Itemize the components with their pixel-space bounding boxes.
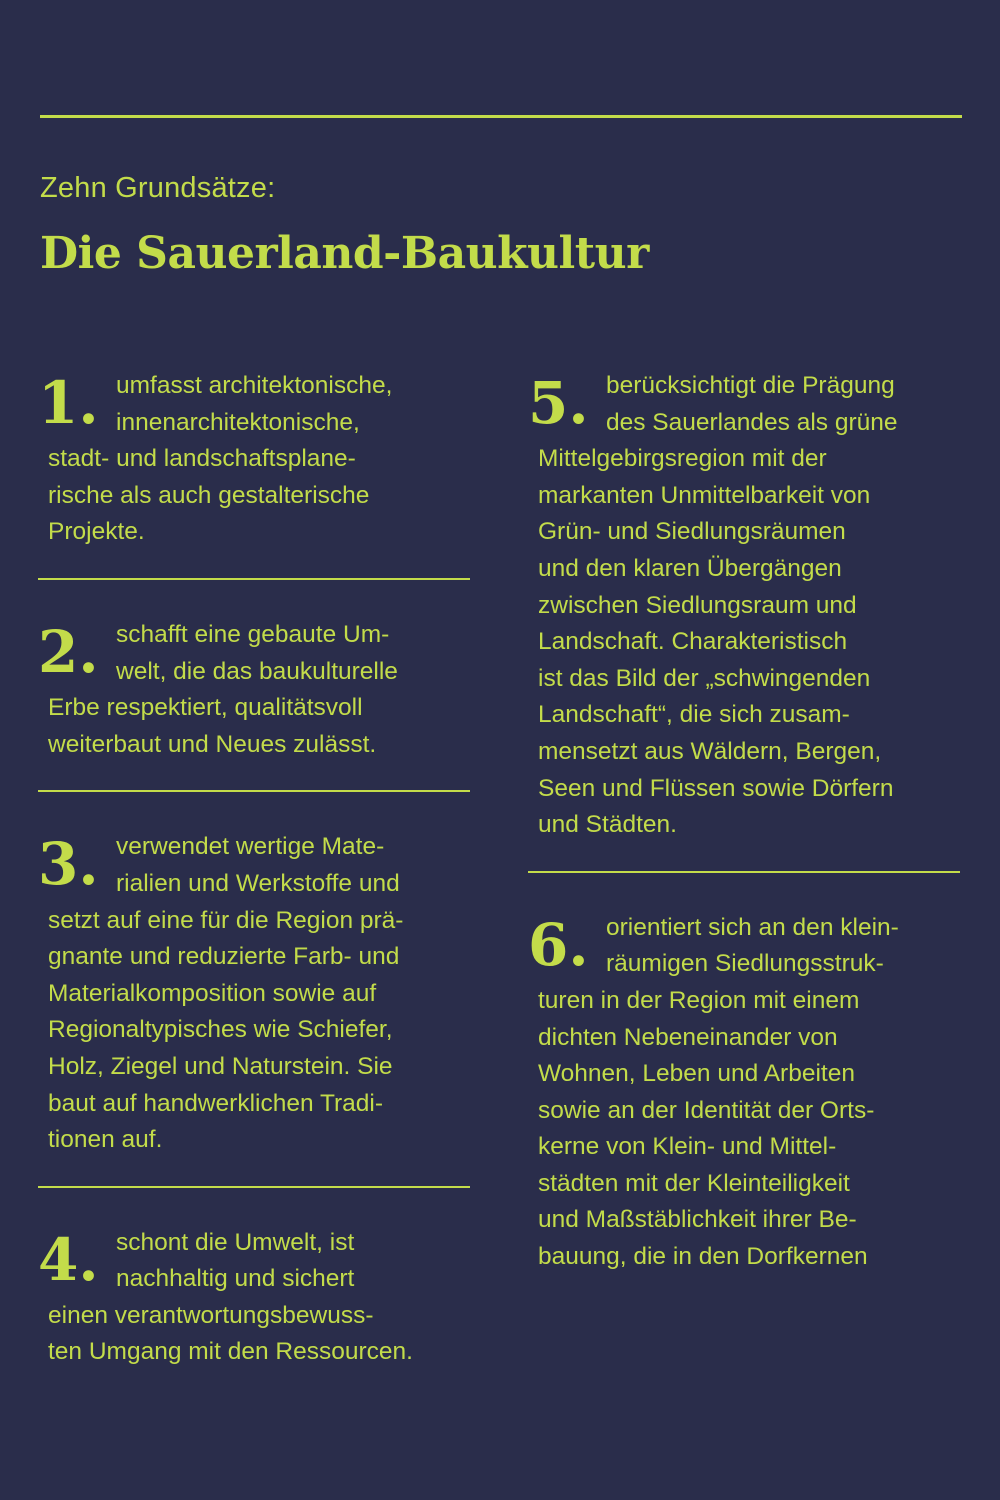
principle-number: 4. xyxy=(38,1225,99,1294)
principle-line: berücksichtigt die Prägung xyxy=(606,372,895,399)
principle-line: welt, die das baukulturelle xyxy=(116,657,398,685)
principle-1 xyxy=(38,368,470,551)
principle-line: umfasst architektonische, xyxy=(116,372,393,399)
principle-text xyxy=(38,829,470,1158)
principle-line: verwendet wertige Mate- xyxy=(116,833,385,861)
principle-2 xyxy=(38,617,470,763)
principle-3 xyxy=(38,829,470,1158)
principle-line: nachhaltig und sichert xyxy=(116,1265,355,1293)
principle-6 xyxy=(528,910,960,1276)
principle-line: schafft eine gebaute Um- xyxy=(116,620,390,648)
principle-line: innenarchitektonische, xyxy=(116,408,360,436)
principle-body: turen in der Region mit einem dichten Nebeneinander von Wohnen, Leben und Arbeiten sowie an der Identität der Orts- kerne von Klein- und Mittel- städten mit der Kleinteiligkeit und Maßstäblichkeit ihrer Be- bauung, die in den Dorfkernen xyxy=(538,986,875,1271)
page-subtitle: Zehn Grundsätze: xyxy=(40,172,276,204)
principle-text xyxy=(38,368,470,551)
right-column xyxy=(528,368,960,1276)
section-divider xyxy=(38,1186,470,1188)
principle-line: rialien und Werkstoffe und xyxy=(116,869,400,897)
section-divider xyxy=(38,578,470,580)
principle-number: 3. xyxy=(38,830,99,899)
principle-body: setzt auf eine für die Region prä- gnante und reduzierte Farb- und Materialkomposition sowie auf Regionaltypisches wie Schiefer, Holz, Ziegel und Naturstein. Sie baut auf handwerklichen Tradi- tionen auf. xyxy=(48,906,404,1154)
principle-number: 1. xyxy=(38,369,99,437)
principle-4 xyxy=(38,1225,470,1371)
principle-text xyxy=(528,910,960,1276)
principle-text xyxy=(38,1225,470,1371)
principle-5 xyxy=(528,368,960,844)
principle-line: des Sauerlandes als grüne xyxy=(606,408,898,436)
section-divider xyxy=(38,790,470,792)
left-column xyxy=(38,368,470,1371)
principle-line: räumigen Siedlungsstruk- xyxy=(606,950,884,978)
principle-text xyxy=(528,368,960,844)
principle-body: Erbe respektiert, qualitätsvoll weiterbaut und Neues zulässt. xyxy=(48,694,377,758)
page-title: Die Sauerland-Baukultur xyxy=(40,228,649,279)
principle-number: 6. xyxy=(528,910,589,979)
principle-body: Mittelgebirgsregion mit der markanten Unmittelbarkeit von Grün- und Siedlungsräumen und den klaren Übergängen zwischen Siedlungsraum und Landschaft. Charakteristisch ist das Bild der „schwingenden Landschaft“, die sich zusam- mensetzt aus Wäldern, Bergen, Seen und Flüssen sowie Dörfern und Städten. xyxy=(538,445,894,839)
principle-line: schont die Umwelt, ist xyxy=(116,1228,355,1256)
top-divider xyxy=(40,115,962,118)
section-divider xyxy=(528,871,960,873)
principle-number: 5. xyxy=(528,369,589,437)
principle-number: 2. xyxy=(38,617,99,686)
principle-line: orientiert sich an den klein- xyxy=(606,913,899,941)
principle-body: stadt- und landschaftsplane- rische als auch gestalterische Projekte. xyxy=(48,445,370,546)
principle-text xyxy=(38,617,470,763)
principle-body: einen verantwortungsbewuss- ten Umgang mit den Ressourcen. xyxy=(48,1301,413,1366)
